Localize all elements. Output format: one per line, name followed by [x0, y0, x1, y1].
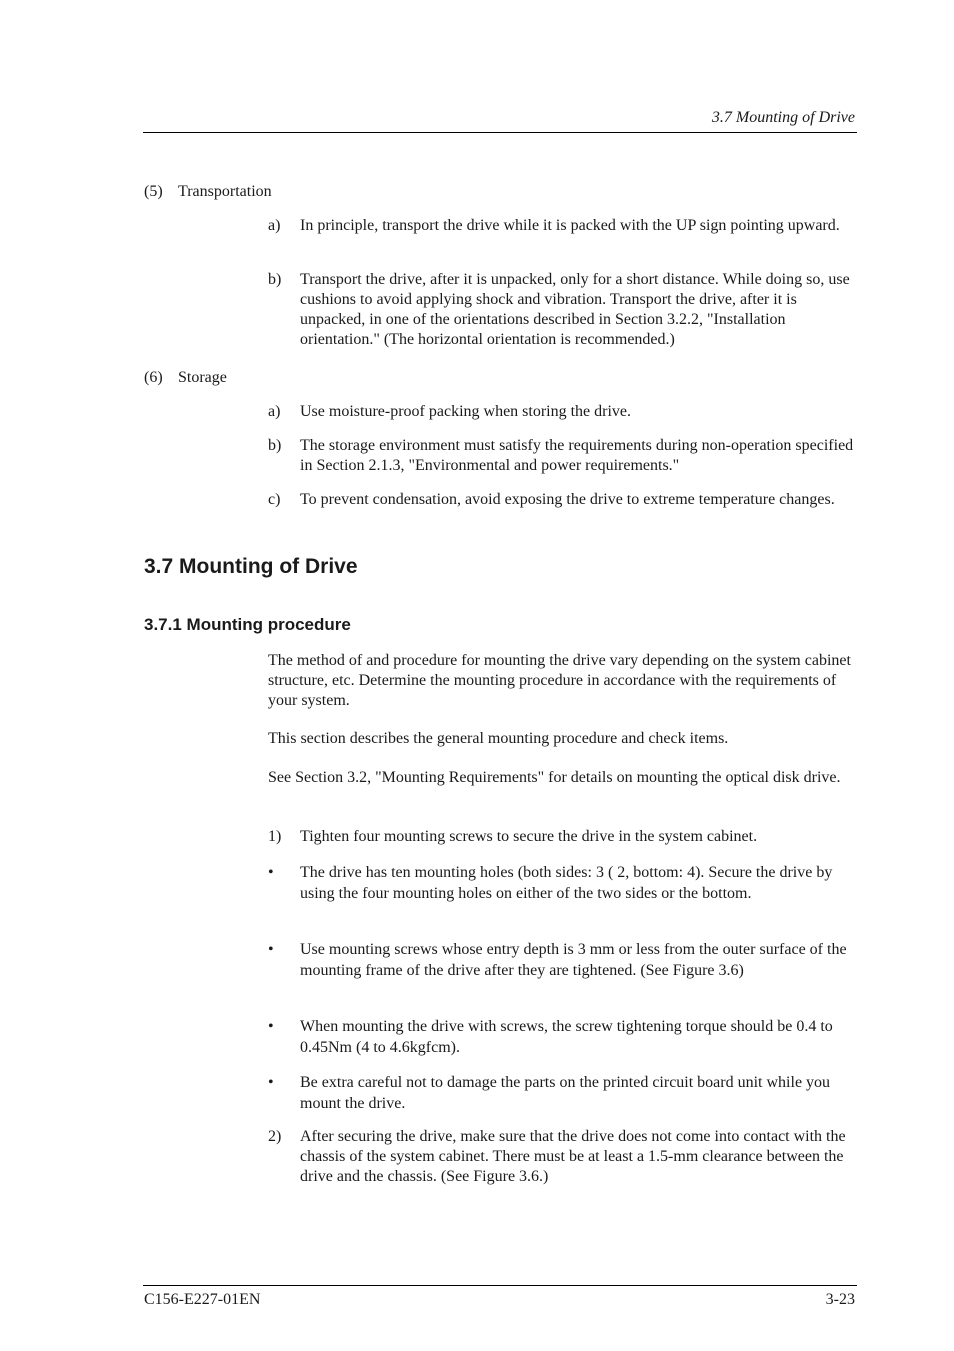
header-rule [143, 132, 857, 133]
storage-item-b-marker: b) [268, 437, 282, 454]
transportation-item-a: In principle, transport the drive while it is packed with the UP sign pointing upward. [300, 217, 840, 234]
subsection-heading: 3.7.1 Mounting procedure [144, 615, 351, 634]
bullet-marker: • [268, 1074, 274, 1091]
document-id: C156-E227-01EN [144, 1291, 261, 1308]
storage-number: (6) [144, 369, 163, 386]
section-heading: 3.7 Mounting of Drive [144, 555, 358, 578]
bullet-torque: When mounting the drive with screws, the screw tightening torque should be 0.4 to 0.45Nm (4 to 4.6kgfcm). [300, 1018, 833, 1056]
page-number: 3-23 [825, 1291, 855, 1308]
step-1-marker: 1) [268, 828, 282, 845]
transportation-item-b: Transport the drive, after it is unpacked, only for a short distance. While doing so, use cushions to avoid applying shock and vibration. Transport the drive, after it is unpacked, in one of the orientations described in Section 3.2.2, "Installation orientation." (The horizontal orientation is recommended.) [300, 271, 850, 348]
storage-item-c: To prevent condensation, avoid exposing the drive to extreme temperature changes. [300, 491, 835, 508]
storage-item-a-marker: a) [268, 403, 281, 420]
bullet-screw-depth: Use mounting screws whose entry depth is 3 mm or less from the outer surface of the mounting frame of the drive after they are tightened. (See Figure 3.6) [300, 941, 847, 979]
transportation-number: (5) [144, 183, 163, 200]
reference-paragraph: See Section 3.2, "Mounting Requirements" for details on mounting the optical disk drive. [268, 769, 841, 786]
bullet-marker: • [268, 1018, 274, 1035]
running-header: 3.7 Mounting of Drive [711, 109, 855, 126]
transportation-item-b-marker: b) [268, 271, 282, 288]
transportation-title: Transportation [178, 183, 272, 200]
bullet-pcb-caution: Be extra careful not to damage the parts on the printed circuit board unit while you mount the drive. [300, 1074, 831, 1112]
storage-item-c-marker: c) [268, 491, 281, 508]
storage-item-a: Use moisture-proof packing when storing the drive. [300, 403, 632, 420]
transportation-item-a-marker: a) [268, 217, 281, 234]
storage-item-b: The storage environment must satisfy the requirements during non-operation specified in Section 2.1.3, "Environmental and power requirements." [300, 437, 854, 474]
bullet-mounting-holes: The drive has ten mounting holes (both sides: 3 ( 2, bottom: 4). Secure the drive by using the four mounting holes on either of the two sides or the bottom. [300, 864, 833, 902]
description-paragraph: This section describes the general mounting procedure and check items. [268, 730, 729, 747]
step-2: After securing the drive, make sure that the drive does not come into contact with the chassis of the system cabinet. There must be at least a 1.5-mm clearance between the drive and the chassis. (See Figure 3.6.) [300, 1128, 846, 1185]
bullet-marker: • [268, 864, 274, 881]
step-2-marker: 2) [268, 1128, 282, 1145]
storage-title: Storage [178, 369, 227, 386]
bullet-marker: • [268, 941, 274, 958]
intro-paragraph: The method of and procedure for mounting the drive vary depending on the system cabinet structure, etc. Determine the mounting procedure in accordance with the requirements of your system. [268, 652, 851, 709]
footer-rule [143, 1285, 857, 1286]
step-1: Tighten four mounting screws to secure the drive in the system cabinet. [300, 828, 758, 845]
